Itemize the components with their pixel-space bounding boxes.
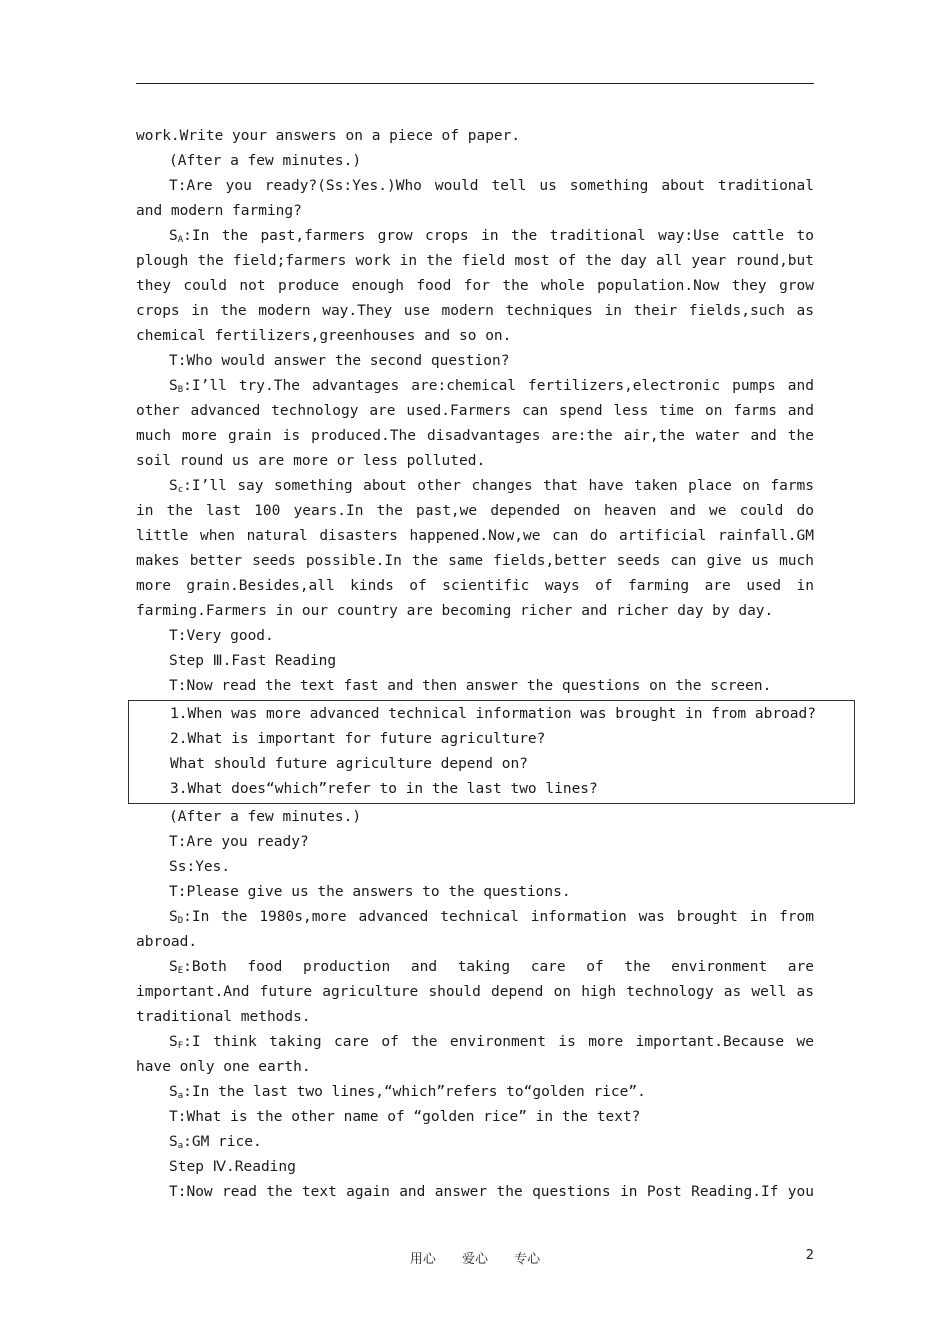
- footer-motto: 用心 爱心 专心: [409, 1252, 541, 1267]
- paragraph-text: (After a few minutes.): [169, 809, 362, 825]
- paragraph: [136, 374, 814, 474]
- paragraph: [136, 1030, 814, 1080]
- question-line: 1.When was more advanced technical information was brought in from abroad?: [170, 706, 817, 722]
- speaker-subscript: F: [177, 1041, 184, 1051]
- speaker-label: S: [169, 1034, 178, 1050]
- paragraph-text: T:Please give us the answers to the questions.: [169, 884, 571, 900]
- speaker-subscript: a: [177, 1141, 184, 1151]
- paragraph: [136, 830, 814, 855]
- paragraph: [136, 674, 814, 699]
- header-rule: [136, 83, 814, 84]
- paragraph-text: :I think taking care of the environment is more important.Because we have only one earth.: [136, 1034, 814, 1075]
- paragraph: [136, 1180, 814, 1205]
- paragraph-text: :I’ll try.The advantages are:chemical fertilizers,electronic pumps and other advanced technology are used.Farmers can spend less time on farms and much more grain is produced.The disadvantages are:the air,the water and the soil round us are more or less polluted.: [136, 378, 814, 469]
- speaker-subscript: A: [177, 235, 184, 245]
- paragraph: [136, 174, 814, 224]
- paragraph-text: :GM rice.: [183, 1134, 262, 1150]
- paragraph-text: T:Are you ready?(Ss:Yes.)Who would tell us something about traditional and modern farming?: [136, 178, 814, 219]
- speaker-label: S: [169, 1084, 178, 1100]
- speaker-label: S: [169, 228, 178, 244]
- paragraph-text: T:Now read the text fast and then answer the questions on the screen.: [169, 678, 772, 694]
- speaker-label: S: [169, 909, 178, 925]
- paragraph-text: :I’ll say something about other changes that have taken place on farms in the last 100 years.In the past,we depended on heaven and we could do little when natural disasters happened.Now,we can do artificial rainfall.GM makes better seeds possible.In the same fields,better seeds can give us much more grain.Besides,all kinds of scientific ways of farming are used in farming.Farmers in our country are becoming richer and richer day by day.: [136, 478, 814, 619]
- speaker-subscript: B: [177, 385, 184, 395]
- paragraph: [136, 880, 814, 905]
- paragraph: [136, 224, 814, 349]
- paragraphs-before-box: [136, 124, 814, 699]
- paragraph-text: :In the last two lines,“which”refers to“golden rice”.: [183, 1084, 646, 1100]
- paragraph: [136, 855, 814, 880]
- paragraph: [136, 905, 814, 955]
- paragraph-text: T:What is the other name of “golden rice” in the text?: [169, 1109, 641, 1125]
- paragraph-text: T:Are you ready?: [169, 834, 309, 850]
- paragraph-text: :In the 1980s,more advanced technical information was brought in from abroad.: [136, 909, 814, 950]
- speaker-label: S: [169, 1134, 178, 1150]
- paragraph: [136, 149, 814, 174]
- paragraph-text: work.Write your answers on a piece of paper.: [136, 128, 521, 144]
- paragraph: [136, 349, 814, 374]
- paragraph: [136, 624, 814, 649]
- paragraph-text: T:Who would answer the second question?: [169, 353, 510, 369]
- document-body: [136, 124, 817, 1205]
- paragraph: [136, 1155, 814, 1180]
- paragraph-text: Step Ⅲ.Fast Reading: [169, 653, 337, 669]
- paragraph-text: T:Very good.: [169, 628, 274, 644]
- question-line: 2.What is important for future agriculture?: [170, 731, 546, 747]
- speaker-subscript: D: [177, 916, 184, 926]
- paragraph-text: T:Now read the text again and answer the questions in Post Reading.If you: [169, 1184, 814, 1200]
- paragraph-text: :In the past,farmers grow crops in the traditional way:Use cattle to plough the field;farmers work in the field most of the day all year round,but they could not produce enough food for the whole population.Now they grow crops in the modern way.They use modern techniques in their fields,such as chemical fertilizers,greenhouses and so on.: [136, 228, 814, 344]
- paragraph: [136, 474, 814, 624]
- paragraph-text: :Both food production and taking care of the environment are important.And future agriculture should depend on high technology as well as traditional methods.: [136, 959, 814, 1025]
- paragraph: [136, 1080, 814, 1105]
- question-line: What should future agriculture depend on?: [170, 756, 528, 772]
- paragraph: [136, 1130, 814, 1155]
- speaker-label: S: [169, 378, 178, 394]
- paragraph: [136, 1105, 814, 1130]
- page-number: 2: [805, 1248, 814, 1263]
- speaker-subscript: a: [177, 1091, 184, 1101]
- questions-box: [128, 700, 855, 804]
- paragraph: [136, 124, 814, 149]
- paragraph-text: Ss:Yes.: [169, 859, 231, 875]
- page-footer: [0, 1248, 950, 1268]
- speaker-label: S: [169, 959, 178, 975]
- paragraphs-after-box: [136, 805, 814, 1205]
- speaker-label: S: [169, 478, 178, 494]
- paragraph: [136, 805, 814, 830]
- paragraph: [136, 649, 814, 674]
- speaker-subscript: E: [177, 966, 184, 976]
- paragraph: [136, 955, 814, 1030]
- question-line: 3.What does“which”refer to in the last two lines?: [170, 781, 598, 797]
- paragraph-text: Step Ⅳ.Reading: [169, 1159, 296, 1175]
- paragraph-text: (After a few minutes.): [169, 153, 362, 169]
- speaker-subscript: c: [177, 485, 184, 495]
